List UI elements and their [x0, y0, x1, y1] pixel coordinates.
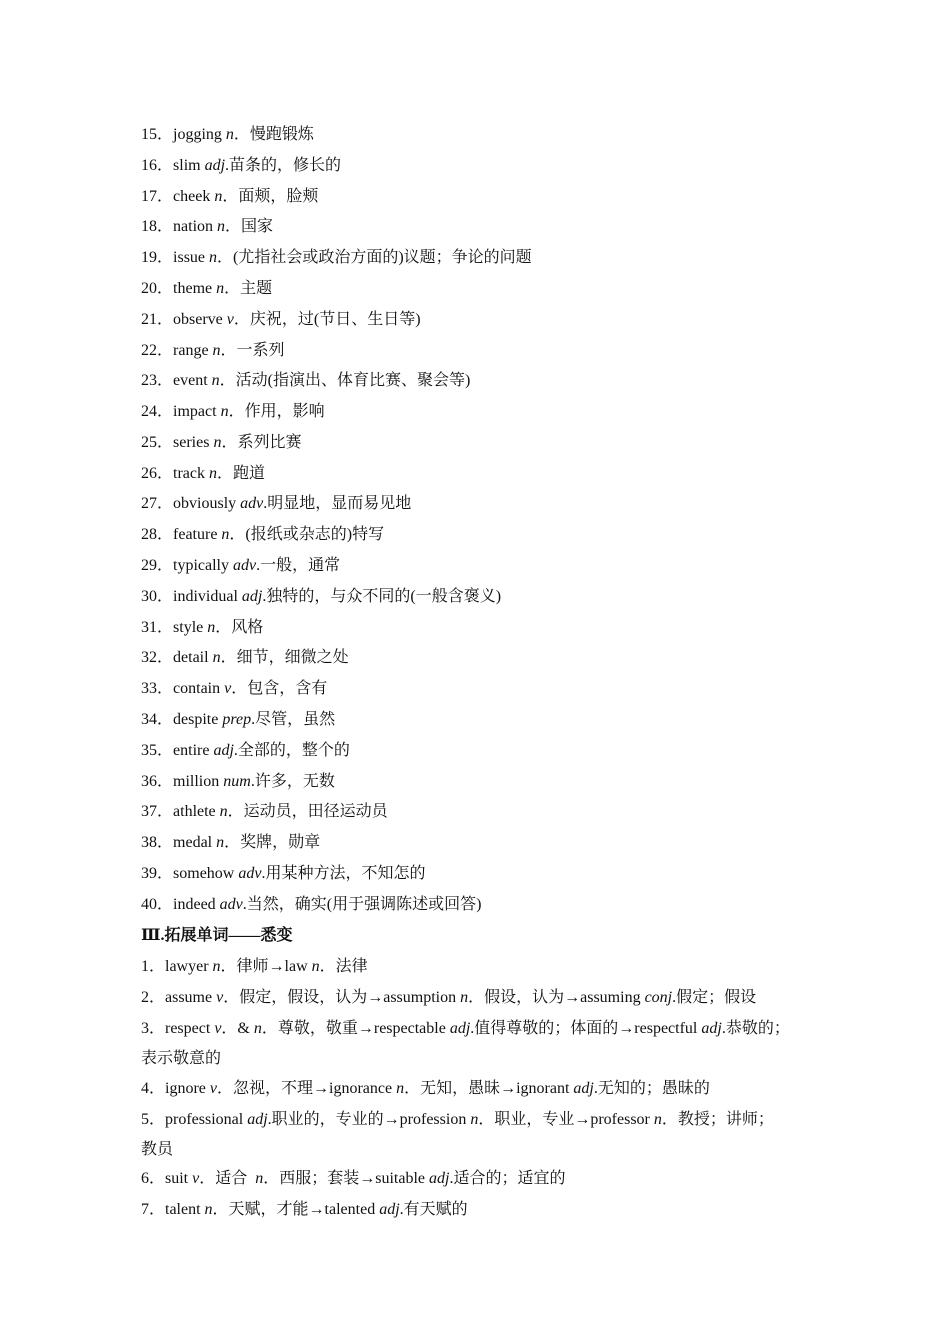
vocab-item-30: 30．individual adj.独特的，与众不同的(一般含褒义) [141, 588, 502, 605]
vocab-item-39: 39．somehow adv.用某种方法，不知怎的 [141, 865, 426, 882]
vocab-item-23: 23．event n．活动(指演出、体育比赛、聚会等) [141, 372, 471, 389]
vocab-item-26: 26．track n．跑道 [141, 465, 266, 482]
vocab-item-34: 34．despite prep.尽管，虽然 [141, 711, 336, 728]
vocab-item-31: 31．style n．风格 [141, 619, 264, 636]
extended-item-2: 2．assume v．假定，假设，认为→assumption n．假设，认为→assuming conj.假定；假设 [141, 989, 757, 1006]
vocab-item-28: 28．feature n．(报纸或杂志的)特写 [141, 526, 385, 543]
vocab-item-24: 24．impact n．作用，影响 [141, 403, 325, 420]
vocab-item-18: 18．nation n．国家 [141, 218, 274, 235]
extended-item-4: 4．ignore v．忽视，不理→ignorance n．无知，愚昧→ignorant adj.无知的；愚昧的 [141, 1080, 710, 1097]
vocab-item-20: 20．theme n．主题 [141, 280, 273, 297]
vocab-item-29: 29．typically adv.一般，通常 [141, 557, 341, 574]
extended-item-7: 7．talent n．天赋，才能→talented adj.有天赋的 [141, 1201, 468, 1218]
vocab-item-17: 17．cheek n．面颊，脸颊 [141, 188, 319, 205]
extended-item-5-cont: 教员 [141, 1141, 174, 1158]
vocab-item-33: 33．contain v．包含，含有 [141, 680, 328, 697]
vocab-item-27: 27．obviously adv.明显地，显而易见地 [141, 495, 412, 512]
vocab-item-37: 37．athlete n．运动员，田径运动员 [141, 803, 388, 820]
vocab-item-35: 35．entire adj.全部的，整个的 [141, 742, 350, 759]
vocab-item-40: 40．indeed adv.当然，确实(用于强调陈述或回答) [141, 896, 482, 913]
vocab-item-25: 25．series n．系列比赛 [141, 434, 302, 451]
extended-item-3: 3．respect v．& n．尊敬，敬重→respectable adj.值得尊敬的；体面的→respectful adj.恭敬的； [141, 1020, 790, 1037]
vocab-item-16: 16．slim adj.苗条的，修长的 [141, 157, 342, 174]
vocab-item-36: 36．million num.许多，无数 [141, 773, 335, 790]
vocab-item-21: 21．observe v．庆祝，过(节日、生日等) [141, 311, 421, 328]
vocab-item-38: 38．medal n．奖牌，勋章 [141, 834, 321, 851]
extended-item-6: 6．suit v．适合 n．西服；套装→suitable adj.适合的；适宜的 [141, 1170, 566, 1187]
extended-item-1: 1．lawyer n．律师→law n．法律 [141, 958, 368, 975]
extended-item-3-cont: 表示敬意的 [141, 1050, 222, 1067]
vocab-item-22: 22．range n．一系列 [141, 342, 285, 359]
vocab-item-15: 15．jogging n．慢跑锻炼 [141, 126, 314, 143]
vocab-item-32: 32．detail n．细节，细微之处 [141, 649, 349, 666]
vocab-item-19: 19．issue n．(尤指社会或政治方面的)议题；争论的问题 [141, 249, 532, 266]
section-heading: Ⅲ.拓展单词——悉变 [141, 927, 293, 944]
extended-item-5: 5．professional adj.职业的，专业的→profession n．职业，专业→professor n．教授；讲师； [141, 1111, 774, 1128]
